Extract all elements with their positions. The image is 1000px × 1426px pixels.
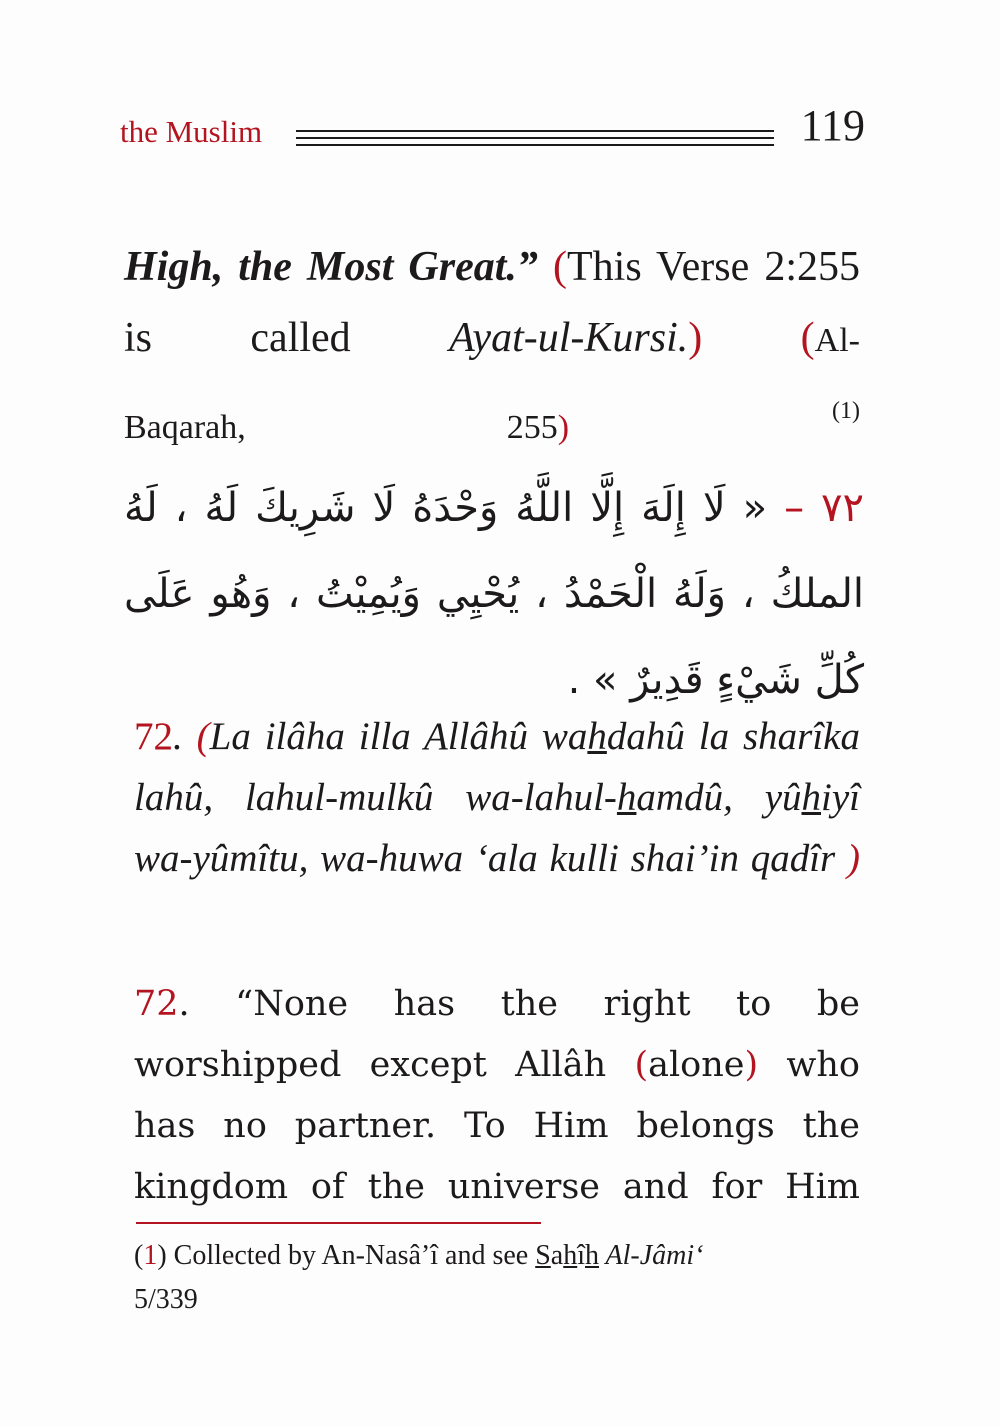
footnote: (1) Collected by An-Nasâ’î and see Sahîh Al-Jâmi‘ 5/339 [134, 1240, 704, 1315]
footnote-marker: (1) [832, 398, 860, 424]
translation-paragraph: 72. “None has the right to be worshipped except Allâh (alone) who has no partner. To Him belongs the kingdom of the universe and for Him [134, 984, 860, 1207]
arabic-number: ٧٢ – [784, 485, 865, 531]
translation-number: 72 [134, 984, 179, 1024]
footnote-number: 1 [143, 1240, 158, 1271]
arabic-text: « لَا إِلَهَ إِلَّا اللَّهُ وَحْدَهُ لَا شَرِيكَ لَهُ ، لَهُ الملكُ ، وَلَهُ الْحَمْدُ ، يُحْيِي وَيُمِيْتُ ، وَهُو عَلَى كُلِّ شَيْءٍ قَدِيرٌ » . [124, 485, 864, 703]
running-header [120, 100, 865, 160]
verse-end-text: High, the Most Great. [124, 244, 517, 290]
page-number: 119 [800, 101, 865, 150]
arabic-supplication [124, 465, 864, 723]
footnote-reference: 5/339 [134, 1284, 198, 1315]
surah-reference: Baqarah, 255 [124, 409, 558, 446]
ayat-ul-kursi-term: Ayat-ul-Kursi. [449, 315, 689, 361]
footnote-rule [136, 1222, 541, 1224]
verse-continuation-paragraph: High, the Most Great.” (This Verse 2:255 is called Ayat-ul-Kursi.) (Al- Baqarah, 255) $^{(1)}$ [124, 244, 861, 446]
transliteration-number: 72 [134, 715, 173, 758]
header-title: the Muslim [120, 114, 263, 149]
transliteration-paragraph: 72. (La ilâha illa Allâhû wahdahû la sharîka lahû, lahul-mulkû wa-lahul-hamdû, yûhiyî wa-yûmîtu, wa-huwa ‘ala kulli shai’in qadîr ) [134, 715, 860, 880]
